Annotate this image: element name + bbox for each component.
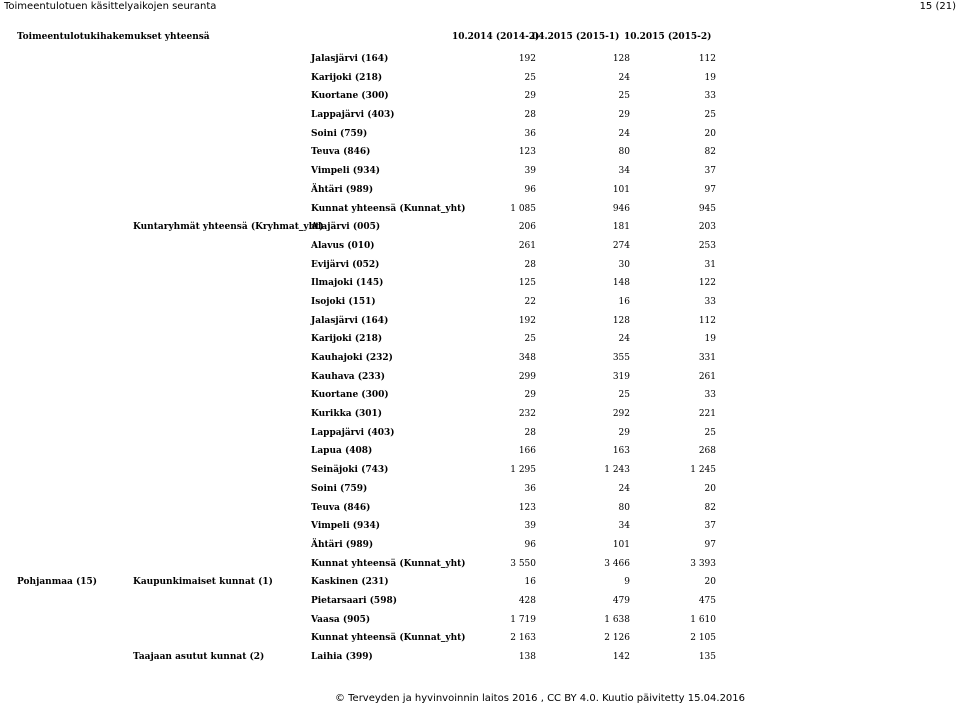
municipality-label: Ähtäri (989) (311, 539, 374, 550)
value-cell-1: 123 (518, 502, 536, 513)
value-cell-3: 122 (698, 278, 716, 289)
table-row (0, 349, 960, 368)
municipality-label: Vaasa (905) (311, 614, 371, 625)
value-cell-3: 268 (698, 446, 716, 457)
value-cell-1: 125 (518, 278, 536, 289)
table-row (0, 274, 960, 293)
municipality-label: Karijoki (218) (311, 334, 383, 345)
municipality-label: Laihia (399) (311, 652, 373, 662)
value-cell-3: 945 (698, 203, 716, 214)
value-cell-3: 97 (704, 539, 716, 550)
table-row (0, 50, 960, 69)
municipality-label: Kuortane (300) (311, 390, 389, 401)
table-row (0, 461, 960, 480)
municipality-group-label: Taajaan asutut kunnat (2) (133, 652, 265, 662)
value-cell-2: 29 (618, 110, 630, 121)
column-header-1: 10.2014 (2014-2) (452, 32, 540, 42)
value-cell-2: 80 (618, 147, 630, 158)
value-cell-1: 1 085 (510, 203, 536, 214)
value-cell-1: 261 (518, 240, 536, 251)
value-cell-3: 221 (698, 409, 716, 420)
value-cell-1: 166 (518, 446, 536, 457)
value-cell-3: 203 (698, 222, 716, 233)
municipality-group-label: Kuntaryhmät yhteensä (Kryhmat_yht) (133, 222, 324, 233)
value-cell-2: 274 (612, 240, 630, 251)
municipality-label: Kunnat yhteensä (Kunnat_yht) (311, 558, 466, 569)
value-cell-1: 25 (524, 72, 536, 83)
page-header (0, 0, 960, 14)
value-cell-3: 475 (698, 595, 716, 606)
value-cell-2: 24 (618, 128, 630, 139)
value-cell-1: 39 (524, 166, 536, 177)
value-cell-3: 19 (704, 334, 716, 345)
value-cell-1: 206 (518, 222, 536, 233)
table-row (0, 424, 960, 443)
column-header-2: 04.2015 (2015-1) (532, 32, 620, 42)
value-cell-1: 192 (518, 315, 536, 326)
table-header (0, 30, 960, 46)
municipality-label: Kunnat yhteensä (Kunnat_yht) (311, 633, 466, 644)
page-number: 15 (21) (919, 1, 956, 12)
value-cell-2: 34 (618, 166, 630, 177)
value-cell-2: 355 (612, 353, 630, 363)
table-row (0, 480, 960, 499)
value-cell-2: 479 (612, 595, 630, 606)
value-cell-3: 253 (698, 240, 716, 251)
municipality-label: Lappajärvi (403) (311, 110, 395, 121)
municipality-label: Vimpeli (934) (311, 521, 381, 532)
value-cell-2: 24 (618, 483, 630, 494)
value-cell-1: 2 163 (510, 633, 536, 644)
municipality-label: Kurikka (301) (311, 409, 383, 420)
table-row (0, 629, 960, 648)
value-cell-3: 331 (698, 353, 716, 363)
value-cell-1: 25 (524, 334, 536, 345)
value-cell-1: 22 (524, 296, 536, 307)
municipality-label: Soini (759) (311, 483, 368, 494)
table-row (0, 218, 960, 237)
table-row (0, 386, 960, 405)
table-row (0, 312, 960, 331)
table-row (0, 237, 960, 256)
report-title: Toimeentulotuen käsittelyaikojen seuranta (4, 1, 217, 12)
table-row (0, 200, 960, 219)
table-row (0, 368, 960, 387)
value-cell-1: 348 (518, 353, 536, 363)
municipality-label: Seinäjoki (743) (311, 465, 389, 476)
table-row (0, 592, 960, 611)
value-cell-1: 16 (524, 577, 536, 588)
value-cell-2: 80 (618, 502, 630, 513)
value-cell-3: 82 (704, 502, 716, 513)
value-cell-1: 192 (518, 54, 536, 64)
value-cell-1: 28 (524, 259, 536, 270)
value-cell-3: 25 (704, 110, 716, 121)
value-cell-2: 1 243 (604, 465, 630, 476)
table-row (0, 87, 960, 106)
measure-label: Toimeentulotukihakemukset yhteensä (17, 32, 210, 42)
table-row (0, 536, 960, 555)
municipality-label: Lapua (408) (311, 446, 373, 457)
municipality-label: Kunnat yhteensä (Kunnat_yht) (311, 203, 466, 214)
municipality-label: Evijärvi (052) (311, 259, 380, 270)
value-cell-3: 25 (704, 427, 716, 438)
table-row (0, 573, 960, 592)
value-cell-3: 33 (704, 390, 716, 401)
municipality-label: Jalasjärvi (164) (311, 54, 389, 64)
value-cell-2: 101 (612, 539, 630, 550)
value-cell-2: 24 (618, 72, 630, 83)
municipality-label: Pietarsaari (598) (311, 595, 397, 606)
value-cell-3: 261 (698, 371, 716, 382)
municipality-label: Teuva (846) (311, 502, 371, 513)
value-cell-1: 3 550 (510, 558, 536, 569)
table-row (0, 69, 960, 88)
value-cell-1: 36 (524, 128, 536, 139)
value-cell-3: 97 (704, 184, 716, 195)
table-row (0, 517, 960, 536)
value-cell-2: 148 (612, 278, 630, 289)
municipality-label: Kaskinen (231) (311, 577, 389, 588)
value-cell-2: 3 466 (604, 558, 630, 569)
value-cell-3: 1 610 (690, 614, 716, 625)
value-cell-2: 29 (618, 427, 630, 438)
value-cell-3: 112 (698, 54, 716, 64)
municipality-label: Soini (759) (311, 128, 368, 139)
table-row (0, 106, 960, 125)
value-cell-2: 946 (612, 203, 630, 214)
value-cell-3: 20 (704, 577, 716, 588)
value-cell-2: 2 126 (604, 633, 630, 644)
value-cell-3: 2 105 (690, 633, 716, 644)
page-footer (0, 692, 960, 706)
value-cell-3: 19 (704, 72, 716, 83)
value-cell-1: 29 (524, 91, 536, 102)
table-row (0, 499, 960, 518)
value-cell-1: 28 (524, 110, 536, 121)
municipality-label: Vimpeli (934) (311, 166, 381, 177)
value-cell-1: 96 (524, 539, 536, 550)
value-cell-2: 101 (612, 184, 630, 195)
value-cell-2: 128 (612, 315, 630, 326)
value-cell-3: 33 (704, 91, 716, 102)
municipality-label: Teuva (846) (311, 147, 371, 158)
value-cell-1: 39 (524, 521, 536, 532)
table-row (0, 611, 960, 630)
municipality-label: Kauhajoki (232) (311, 353, 393, 363)
municipality-label: Karijoki (218) (311, 72, 383, 83)
value-cell-3: 82 (704, 147, 716, 158)
value-cell-1: 299 (518, 371, 536, 382)
value-cell-1: 123 (518, 147, 536, 158)
value-cell-2: 16 (618, 296, 630, 307)
value-cell-1: 1 295 (510, 465, 536, 476)
value-cell-2: 181 (612, 222, 630, 233)
value-cell-2: 128 (612, 54, 630, 64)
table-row (0, 143, 960, 162)
municipality-label: Kuortane (300) (311, 91, 389, 102)
value-cell-2: 24 (618, 334, 630, 345)
value-cell-2: 9 (624, 577, 630, 588)
table-row (0, 125, 960, 144)
municipality-label: Alajärvi (005) (311, 222, 381, 233)
value-cell-1: 1 719 (510, 614, 536, 625)
value-cell-3: 112 (698, 315, 716, 326)
municipality-label: Kauhava (233) (311, 371, 386, 382)
municipality-label: Alavus (010) (311, 240, 375, 251)
table-row (0, 648, 960, 667)
data-table (0, 50, 960, 667)
table-row (0, 405, 960, 424)
value-cell-3: 135 (698, 652, 716, 662)
value-cell-3: 37 (704, 166, 716, 177)
value-cell-3: 37 (704, 521, 716, 532)
value-cell-2: 163 (612, 446, 630, 457)
municipality-label: Lappajärvi (403) (311, 427, 395, 438)
value-cell-1: 138 (518, 652, 536, 662)
column-header-3: 10.2015 (2015-2) (624, 32, 712, 42)
value-cell-3: 31 (704, 259, 716, 270)
value-cell-2: 1 638 (604, 614, 630, 625)
value-cell-1: 96 (524, 184, 536, 195)
value-cell-1: 36 (524, 483, 536, 494)
table-row (0, 162, 960, 181)
value-cell-2: 292 (612, 409, 630, 420)
municipality-group-label: Kaupunkimaiset kunnat (1) (133, 577, 273, 588)
value-cell-1: 232 (518, 409, 536, 420)
table-row (0, 181, 960, 200)
value-cell-2: 30 (618, 259, 630, 270)
municipality-label: Isojoki (151) (311, 296, 376, 307)
value-cell-3: 20 (704, 128, 716, 139)
value-cell-3: 20 (704, 483, 716, 494)
table-row (0, 293, 960, 312)
table-row (0, 256, 960, 275)
value-cell-2: 34 (618, 521, 630, 532)
region-label: Pohjanmaa (15) (17, 577, 98, 588)
value-cell-1: 28 (524, 427, 536, 438)
table-row (0, 555, 960, 574)
copyright-text: © Terveyden ja hyvinvoinnin laitos 2016 , CC BY 4.0. Kuutio päivitetty 15.04.2016 (334, 693, 746, 704)
table-row (0, 330, 960, 349)
municipality-label: Jalasjärvi (164) (311, 315, 389, 326)
value-cell-2: 25 (618, 91, 630, 102)
value-cell-1: 428 (518, 595, 536, 606)
value-cell-3: 1 245 (690, 465, 716, 476)
municipality-label: Ilmajoki (145) (311, 278, 384, 289)
value-cell-1: 29 (524, 390, 536, 401)
value-cell-3: 33 (704, 296, 716, 307)
municipality-label: Ähtäri (989) (311, 184, 374, 195)
value-cell-2: 319 (612, 371, 630, 382)
table-row (0, 442, 960, 461)
value-cell-2: 25 (618, 390, 630, 401)
value-cell-2: 142 (612, 652, 630, 662)
value-cell-3: 3 393 (690, 558, 716, 569)
